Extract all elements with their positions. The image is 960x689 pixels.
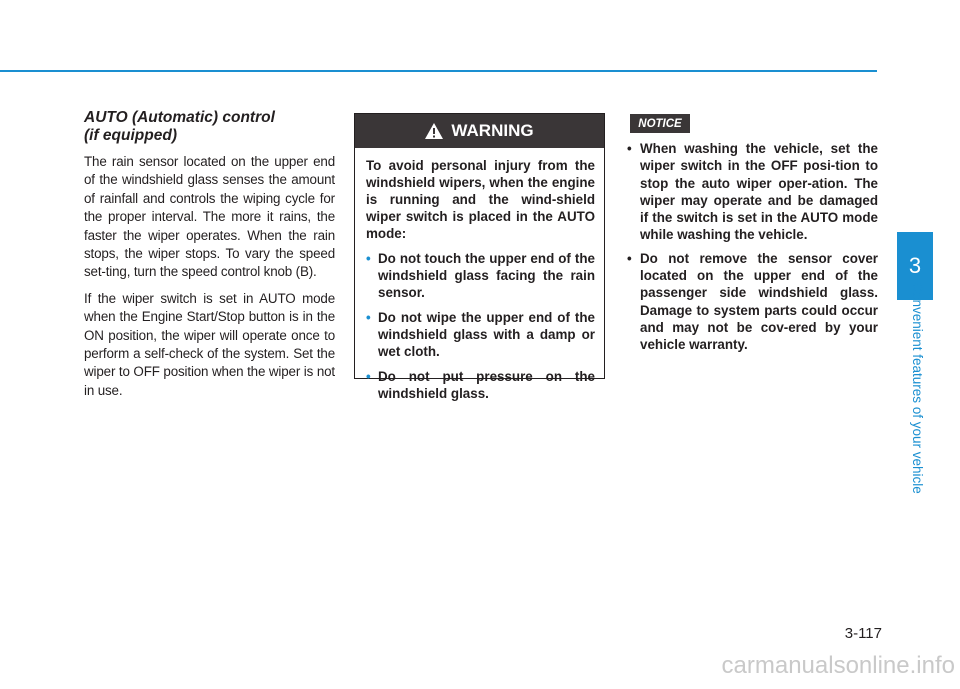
warning-item-text: Do not put pressure on the windshield glass. <box>378 369 595 401</box>
warning-item <box>366 309 595 360</box>
warning-triangle-icon <box>425 123 443 139</box>
bullet-icon: • <box>627 141 632 156</box>
warning-list <box>366 250 595 402</box>
watermark: carmanualsonline.info <box>721 652 955 679</box>
notice-badge: NOTICE <box>630 114 690 133</box>
bullet-icon: • <box>366 310 371 325</box>
section-title <box>84 109 335 145</box>
warning-item <box>366 368 595 402</box>
bullet-icon: • <box>627 250 632 266</box>
bullet-icon: • <box>366 369 371 384</box>
warning-item <box>366 250 595 301</box>
warning-body <box>355 148 604 402</box>
notice-item-text: Do not remove the sensor cover located on the upper end of the passenger side windshield glass. Damage to system parts could occur and may not be cov-ered by your vehicle warranty. <box>640 250 878 353</box>
main-column <box>84 109 335 408</box>
section-title-line2: (if equipped) <box>84 127 177 144</box>
section-title-line1: AUTO (Automatic) control <box>84 109 275 126</box>
warning-label: WARNING <box>451 121 534 140</box>
warning-box <box>354 113 605 401</box>
notice-item <box>624 250 878 354</box>
warning-item-text: Do not touch the upper end of the windshield glass facing the rain sensor. <box>378 251 595 300</box>
notice-list <box>624 140 878 360</box>
warning-intro: To avoid personal injury from the windshield wipers, when the engine is running and the wind-shield wiper switch is placed in the AUTO mode: <box>366 158 595 241</box>
chapter-number: 3 <box>908 253 922 278</box>
notice-item-text: When washing the vehicle, set the wiper switch in the OFF posi-tion to stop the auto wiper oper-ation. The wiper may operate and be damaged if the switch is set in the AUTO mode while washing the vehicle. <box>640 141 878 243</box>
body-paragraph: If the wiper switch is set in AUTO mode when the Engine Start/Stop button is in the ON position, the wiper will operate once to perform a self-check of the system. Set the wiper to OFF position when the wiper is not in use. <box>84 290 335 398</box>
warning-item-text: Do not wipe the upper end of the windshield glass with a damp or wet cloth. <box>378 310 595 359</box>
page-number: 3-117 <box>844 625 882 642</box>
top-rule <box>0 70 877 72</box>
chapter-title: Convenient features of your vehicle <box>910 282 925 494</box>
warning-header <box>355 114 604 148</box>
body-paragraph: The rain sensor located on the upper end of the windshield glass senses the amount of rainfall and controls the wiping cycle for the proper interval. The more it rains, the faster the wiper operates. When the rain stops, the wiper stops. To vary the speed set-ting, turn the speed control knob (B). <box>84 154 335 280</box>
notice-item <box>624 140 878 244</box>
bullet-icon: • <box>366 251 371 266</box>
